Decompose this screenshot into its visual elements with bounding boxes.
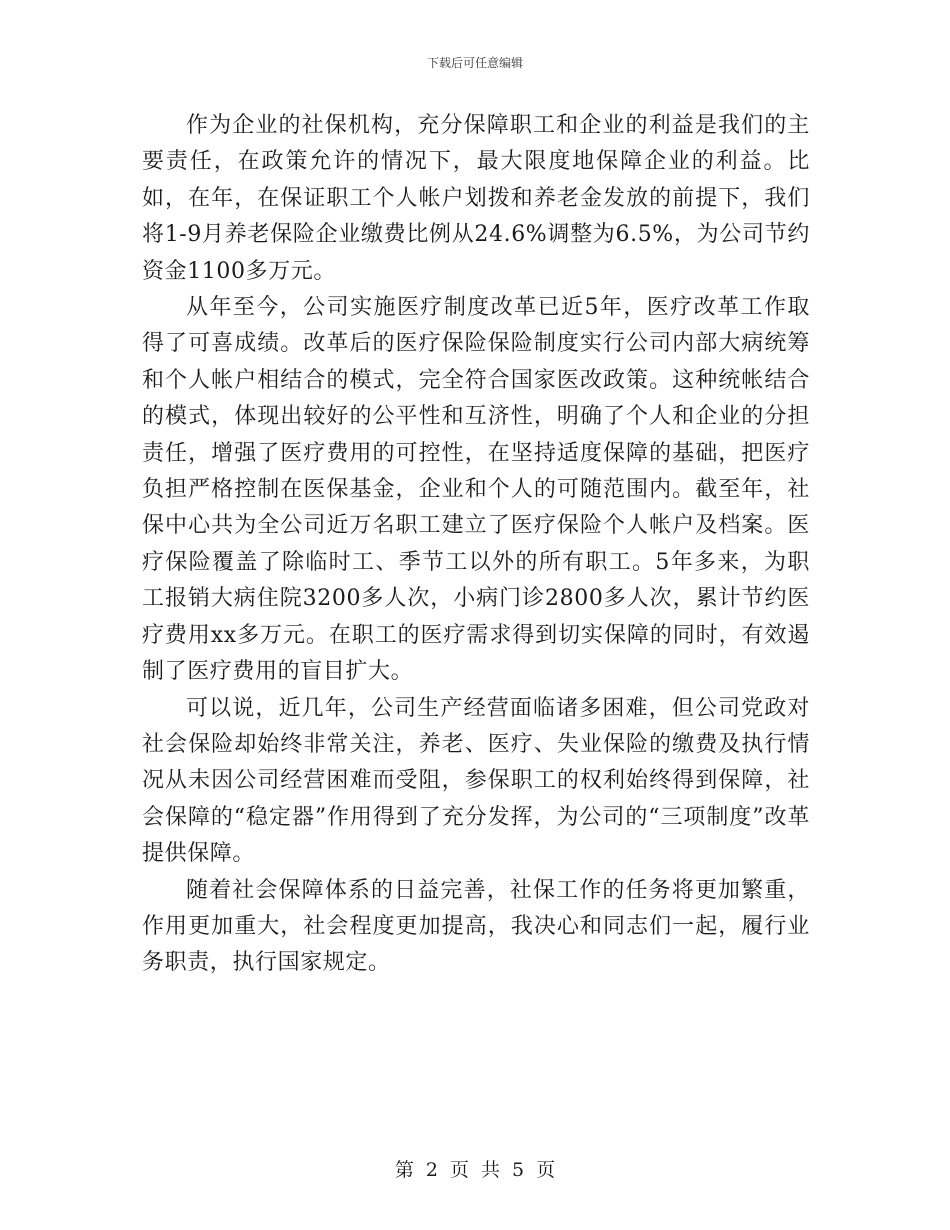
page-number-footer: 第 2 页 共 5 页 [394,1159,556,1181]
paragraph-1: 作为企业的社保机构，充分保障职工和企业的利益是我们的主要责任，在政策允许的情况下，最大限度地保障企业的利益。比如，在年，在保证职工个人帐户划拨和养老金发放的前提下，我们将1-9月养老保险企业缴费比例从24.6%调整为6.5%，为公司节约资金1100多万元。 [142,113,810,284]
document-body [142,108,810,982]
paragraph-2: 从年至今，公司实施医疗制度改革已近5年，医疗改革工作取得了可喜成绩。改革后的医疗保险保险制度实行公司内部大病统筹和个人帐户相结合的模式，完全符合国家医改政策。这种统帐结合的模式，体现出较好的公平性和互济性，明确了个人和企业的分担责任，增强了医疗费用的可控性，在坚持适度保障的基础，把医疗负担严格控制在医保基金，企业和个人的可随范围内。截至年，社保中心共为全公司近万名职工建立了医疗保险个人帐户及档案。医疗保险覆盖了除临时工、季节工以外的所有职工。5年多来，为职工报销大病住院3200多人次，小病门诊2800多人次，累计节约医疗费用xx多万元。在职工的医疗需求得到切实保障的同时，有效遏制了医疗费用的盲目扩大。 [142,295,810,685]
page-header: 下载后可任意编辑 [426,56,523,70]
paragraph-4: 随着社会保障体系的日益完善，社保工作的任务将更加繁重，作用更加重大，社会程度更加提高，我决心和同志们一起，履行业务职责，执行国家规定。 [142,877,810,976]
paragraph-3: 可以说，近几年，公司生产经营面临诸多困难，但公司党政对社会保险却始终非常关注，养老、医疗、失业保险的缴费及执行情况从未因公司经营困难而受阻，参保职工的权利始终得到保障，社会保障的“稳定器”作用得到了充分发挥，为公司的“三项制度”改革提供保障。 [142,695,810,867]
